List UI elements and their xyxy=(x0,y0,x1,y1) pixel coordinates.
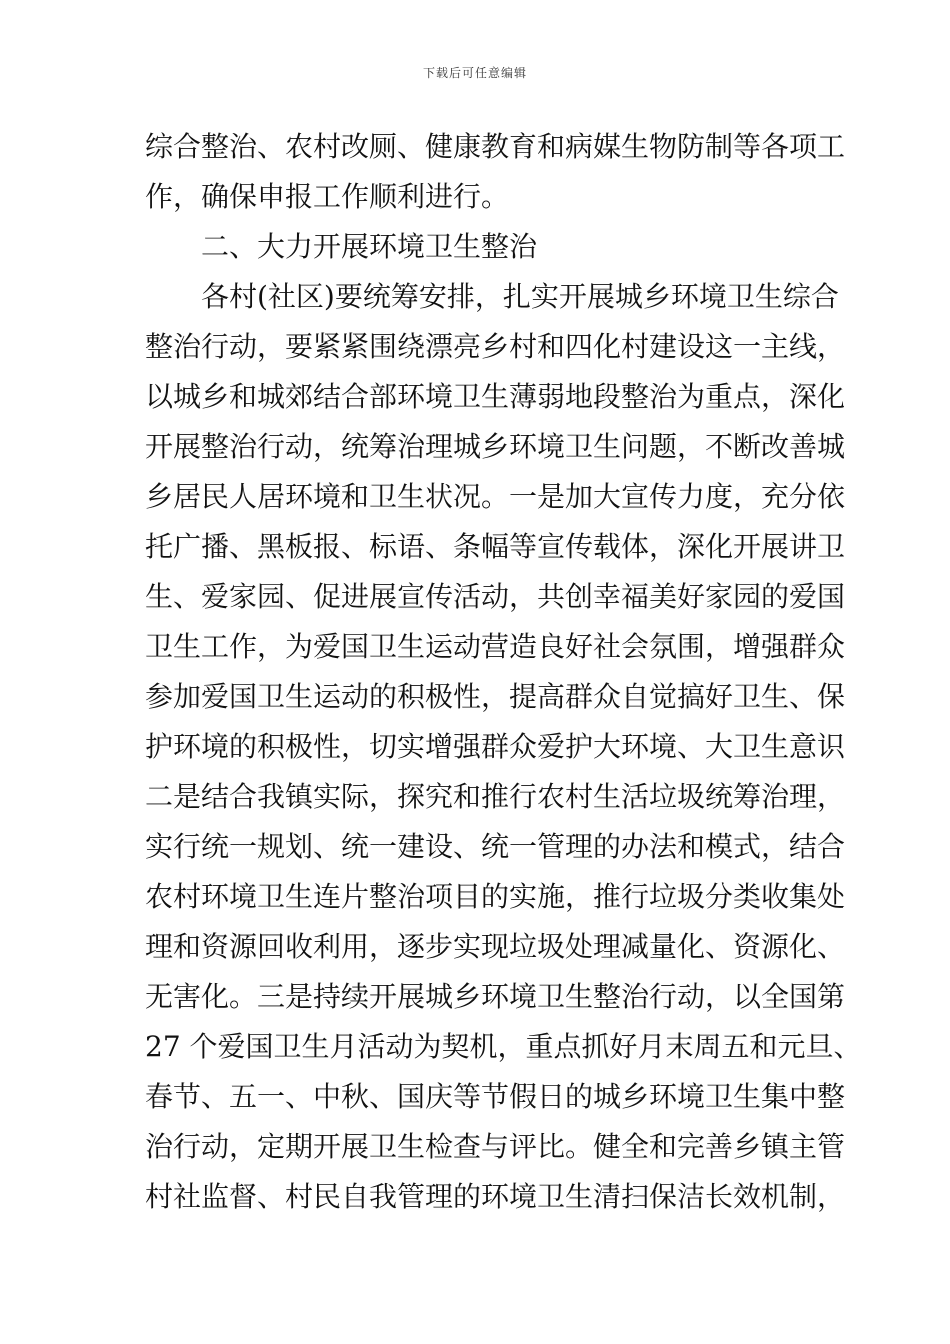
text-line: 农村环境卫生连片整治项目的实施，推行垃圾分类收集处 xyxy=(145,880,846,913)
text-line: 各村(社区)要统筹安排，扎实开展城乡环境卫生综合 xyxy=(201,280,839,313)
text-line: 春节、五一、中秋、国庆等节假日的城乡环境卫生集中整 xyxy=(145,1080,846,1113)
text-line: 二是结合我镇实际，探究和推行农村生活垃圾统筹治理， xyxy=(145,780,846,813)
text-line: 以城乡和城郊结合部环境卫生薄弱地段整治为重点，深化 xyxy=(145,380,846,413)
text-line: 开展整治行动，统筹治理城乡环境卫生问题，不断改善城 xyxy=(145,430,846,463)
text-line: 参加爱国卫生运动的积极性，提高群众自觉搞好卫生、保 xyxy=(145,680,846,713)
text-line: 整治行动，要紧紧围绕漂亮乡村和四化村建设这一主线， xyxy=(145,330,846,363)
text-line: 卫生工作，为爱国卫生运动营造良好社会氛围，增强群众 xyxy=(145,630,846,663)
document-body xyxy=(145,122,862,1222)
text-line: 实行统一规划、统一建设、统一管理的办法和模式，结合 xyxy=(145,830,846,863)
text-line: 护环境的积极性，切实增强群众爱护大环境、大卫生意识 xyxy=(145,730,846,763)
text-line: 无害化。三是持续开展城乡环境卫生整治行动，以全国第 xyxy=(145,980,846,1013)
text-line: 理和资源回收利用，逐步实现垃圾处理减量化、资源化、 xyxy=(145,930,846,963)
text-line: 27 个爱国卫生月活动为契机，重点抓好月末周五和元旦、 xyxy=(145,1030,862,1063)
text-line: 生、爱家园、促进展宣传活动，共创幸福美好家园的爱国 xyxy=(145,580,846,613)
section-heading: 二、大力开展环境卫生整治 xyxy=(201,230,538,263)
text-line: 乡居民人居环境和卫生状况。一是加大宣传力度，充分依 xyxy=(145,480,846,513)
text-line: 治行动，定期开展卫生检查与评比。健全和完善乡镇主管 xyxy=(145,1130,846,1163)
text-line: 综合整治、农村改厕、健康教育和病媒生物防制等各项工 xyxy=(145,130,846,163)
text-line: 托广播、黑板报、标语、条幅等宣传载体，深化开展讲卫 xyxy=(145,530,846,563)
text-line: 村社监督、村民自我管理的环境卫生清扫保洁长效机制， xyxy=(145,1180,846,1213)
page-header-note: 下载后可任意编辑 xyxy=(422,66,527,80)
text-line: 作，确保申报工作顺利进行。 xyxy=(145,180,510,213)
